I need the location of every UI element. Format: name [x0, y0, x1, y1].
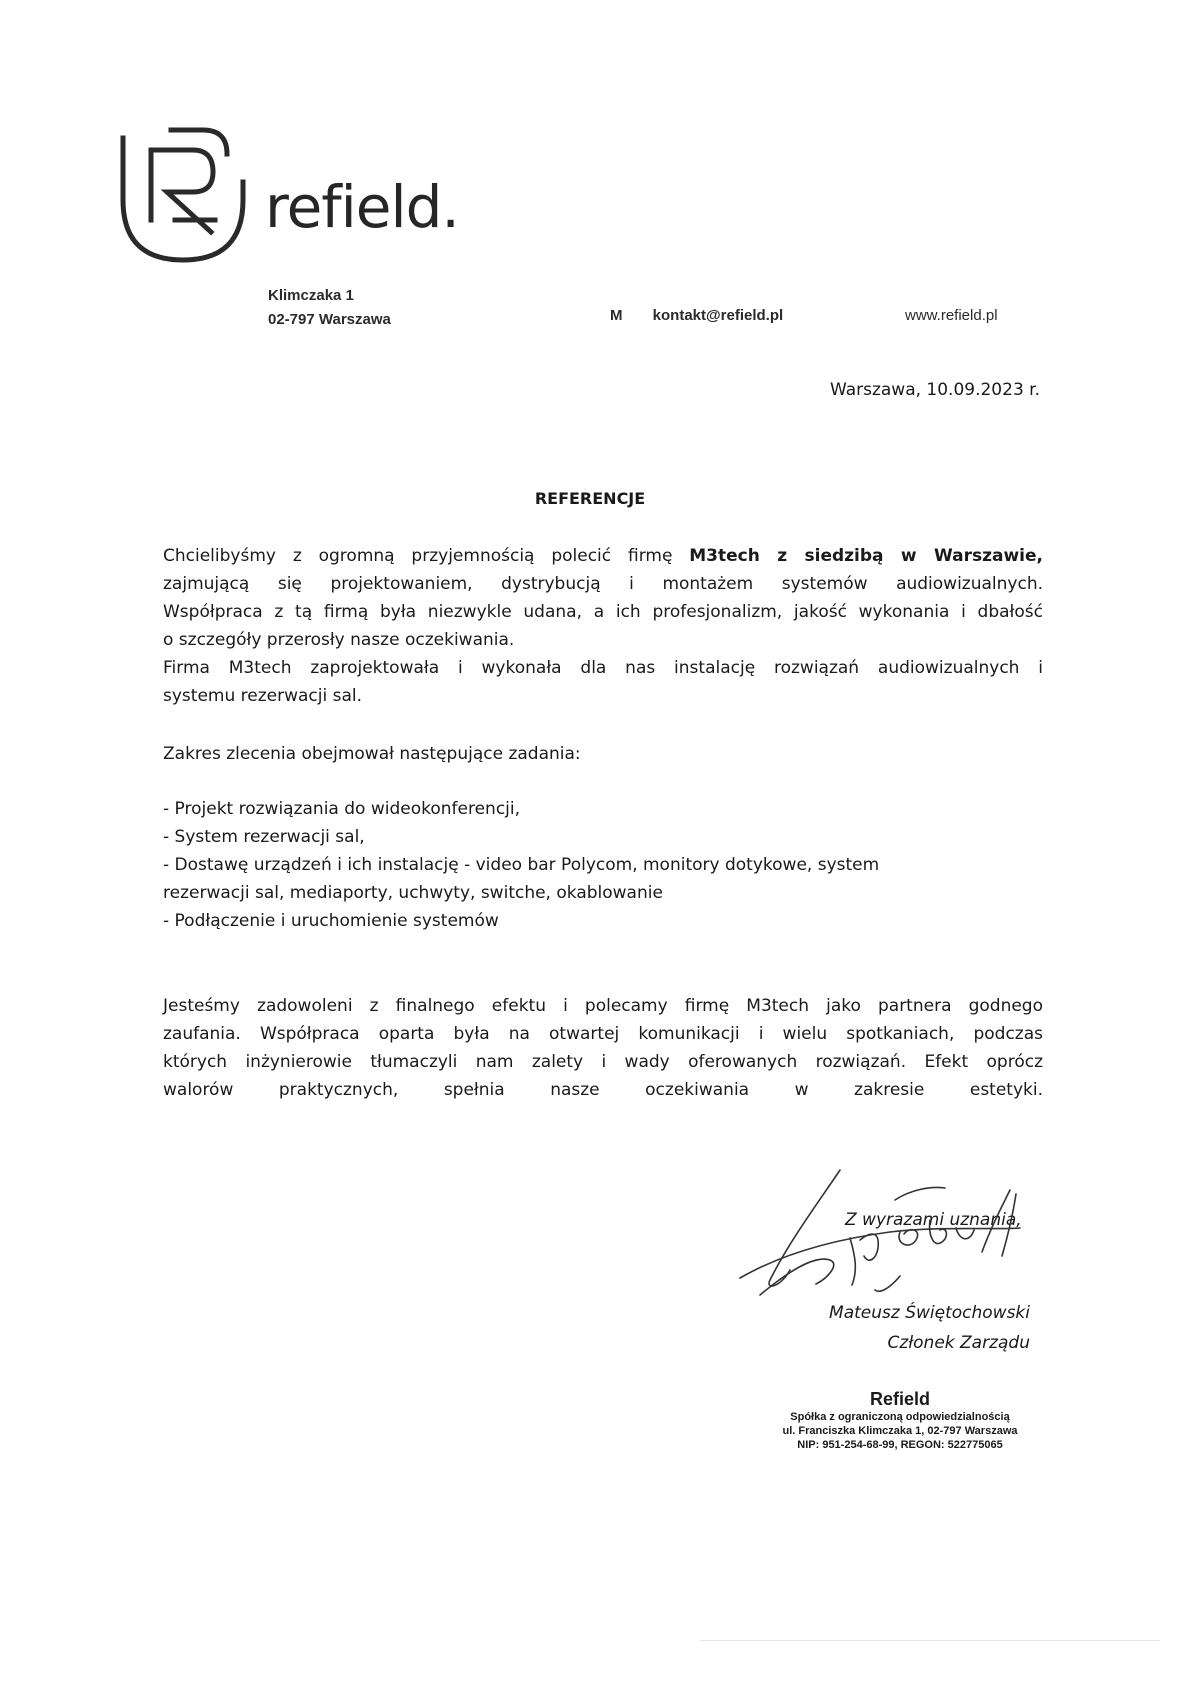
greeting: Z wyrazami uznania, [845, 1210, 1022, 1230]
task-list [163, 795, 1043, 935]
intro-line-6: systemu rezerwacji sal. [163, 686, 363, 706]
intro-paragraph [163, 542, 1043, 710]
contact-label: M [610, 307, 623, 324]
intro-line-4: o szczegóły przerosły nasze oczekiwania. [163, 630, 515, 650]
intro-line-5: Firma M3tech zaprojektowała i wykonała dla nas instalację rozwiązań audiowizualnych i [163, 658, 1043, 678]
closing-line-4: walorów praktycznych, spełnia nasze oczekiwania w zakresie estetyki. [163, 1080, 1043, 1100]
stamp-line-1: Spółka z ograniczoną odpowiedzialnością [790, 1411, 1010, 1423]
address-line-1: Klimczaka 1 [268, 287, 354, 304]
stamp-line-2: ul. Franciszka Klimczaka 1, 02-797 Warszawa [782, 1425, 1018, 1437]
scope-heading: Zakres zlecenia obejmował następujące zadania: [163, 744, 581, 764]
signer-role: Członek Zarządu [887, 1333, 1030, 1353]
letter-title: REFERENCJE [534, 489, 646, 508]
intro-line-2: zajmującą się projektowaniem, dystrybucją i montażem systemów audiowizualnych. [163, 574, 1043, 594]
intro-text: Chcielibyśmy z ogromną przyjemnością polecić firmę [163, 546, 690, 566]
signer-block [815, 1298, 1030, 1358]
brand-name: refield. [265, 173, 459, 241]
intro-line-3: Współpraca z tą firmą była niezwykle udana, a ich profesjonalizm, jakość wykonania i dbałość [163, 602, 1043, 622]
signer-name: Mateusz Świętochowski [829, 1303, 1030, 1323]
list-item: - Podłączenie i uruchomienie systemów [163, 911, 499, 931]
refield-logo-icon [115, 120, 250, 270]
handwritten-signature-icon [720, 1160, 1070, 1310]
website-link[interactable]: www.refield.pl [905, 307, 998, 324]
list-item: - System rezerwacji sal, [163, 827, 365, 847]
intro-line-1 [163, 542, 1043, 570]
closing-line-3: których inżynierowie tłumaczyli nam zalety i wady oferowanych rozwiązań. Efekt oprócz [163, 1052, 1043, 1072]
company-highlight: M3tech z siedzibą w Warszawie, [689, 546, 1043, 566]
closing-line-1: Jesteśmy zadowoleni z finalnego efektu i polecamy firmę M3tech jako partnera godnego [163, 996, 1043, 1016]
list-item: - Dostawę urządzeń i ich instalację - video bar Polycom, monitory dotykowe, system [163, 855, 880, 875]
email-link[interactable]: kontakt@refield.pl [652, 307, 784, 324]
stamp-company-name: Refield [869, 1389, 930, 1409]
letter-date: Warszawa, 10.09.2023 r. [829, 380, 1040, 400]
company-stamp [740, 1388, 1060, 1452]
scan-artifact-divider [700, 1640, 1160, 1641]
list-item: - Projekt rozwiązania do wideokonferencji, [163, 799, 521, 819]
stamp-line-3: NIP: 951-254-68-99, REGON: 522775065 [797, 1439, 1003, 1451]
company-address [268, 284, 391, 332]
address-line-2: 02-797 Warszawa [268, 311, 391, 328]
contact-email [610, 307, 783, 324]
list-item: rezerwacji sal, mediaporty, uchwyty, switche, okablowanie [163, 883, 663, 903]
closing-line-2: zaufania. Współpraca oparta była na otwartej komunikacji i wielu spotkaniach, podczas [163, 1024, 1043, 1044]
closing-paragraph [163, 992, 1043, 1104]
